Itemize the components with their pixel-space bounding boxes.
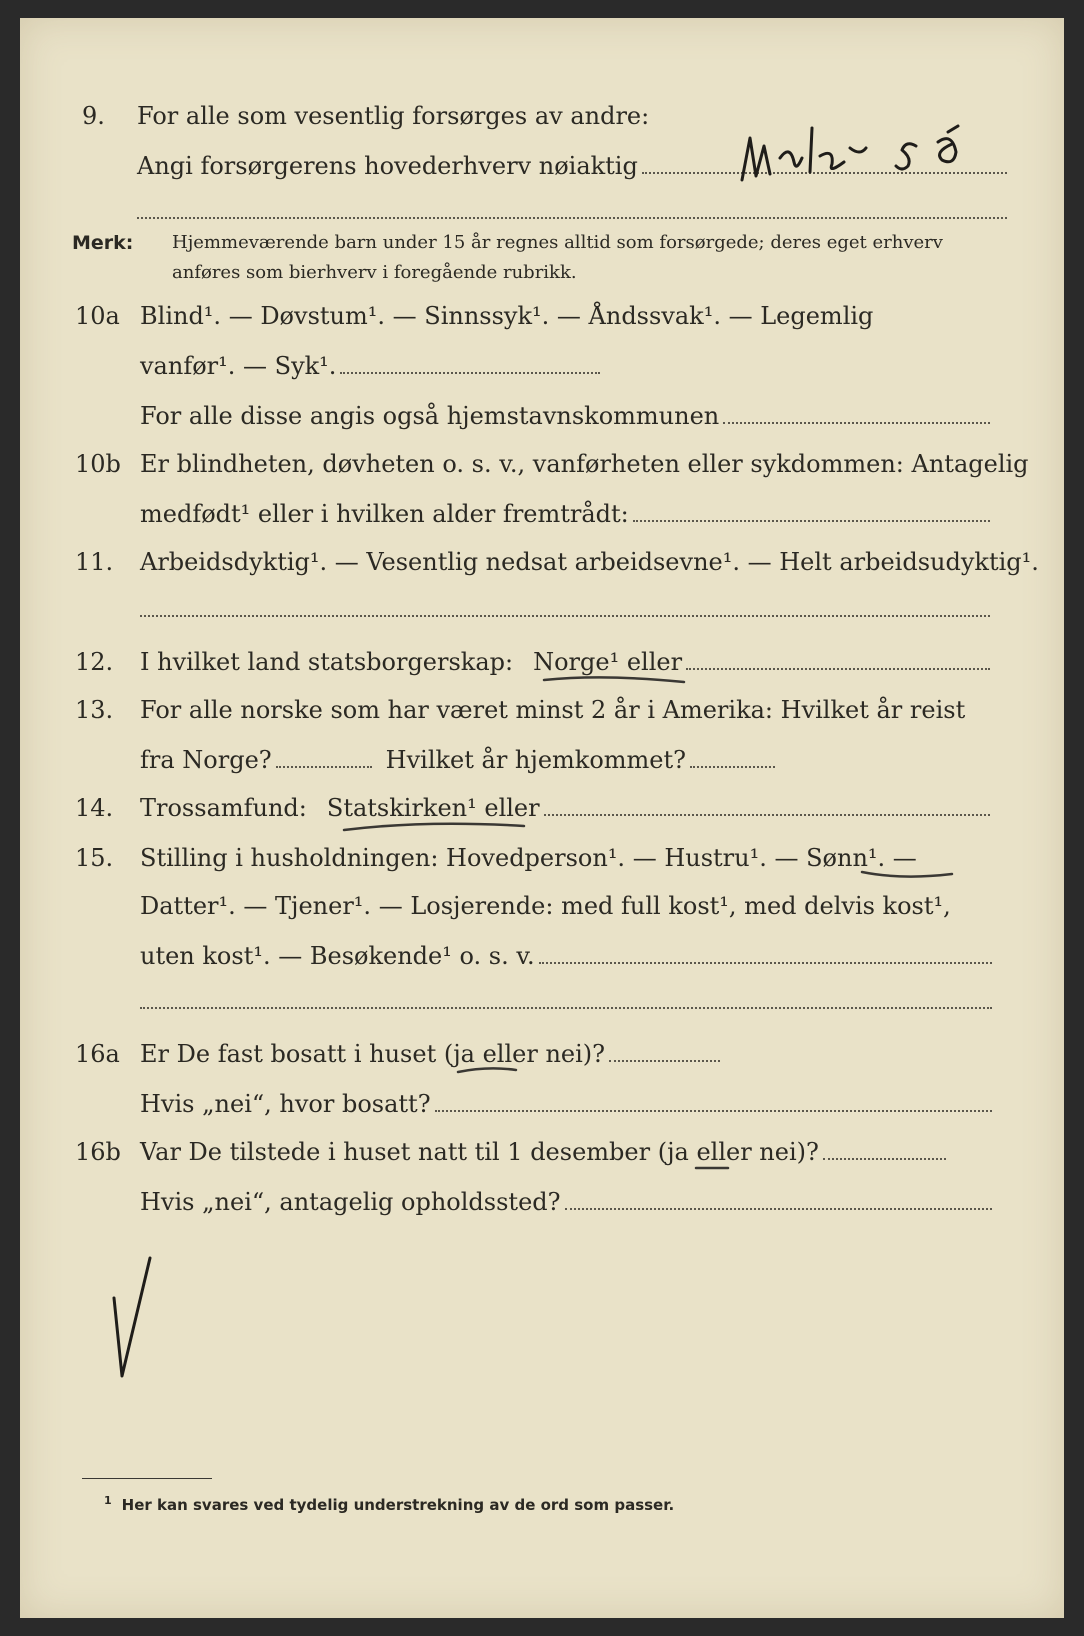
answer-dotted-line [276, 765, 372, 768]
answer-dotted-line [544, 813, 990, 816]
underline-mark [692, 1162, 742, 1176]
answer-dotted-line [686, 667, 990, 670]
footnote-text: Her kan svares ved tydelig understrekning av de ord som passer. [121, 1496, 675, 1514]
merk-text-1: Hjemmeværende barn under 15 år regnes alltid som forsørgede; deres eget erhverv [172, 232, 943, 253]
answer-dotted-line [539, 961, 992, 964]
q15-text-3: uten kost¹. — Besøkende¹ o. s. v. [140, 942, 535, 970]
q16b-number: 16b [75, 1138, 121, 1166]
answer-dotted-line [690, 765, 775, 768]
q13-text-1: For alle norske som har været minst 2 år i Amerika: Hvilket år reist [140, 696, 966, 724]
q9-text-2: Angi forsørgerens hovederhverv nøiaktig [137, 152, 638, 180]
q16b-text-1: Var De tilstede i huset natt til 1 desember (ja eller nei)? [140, 1138, 819, 1166]
handwritten-checkmark [106, 1250, 166, 1390]
q13-text-2b: Hvilket år hjemkommet? [385, 746, 687, 774]
merk-text-2: anføres som bierhverv i foregående rubrikk. [172, 262, 577, 283]
q12-number: 12. [75, 648, 114, 676]
q14-text-1: Trossamfund: [140, 794, 307, 822]
q15-text-2: Datter¹. — Tjener¹. — Losjerende: med full kost¹, med delvis kost¹, [140, 892, 951, 920]
underline-mark [454, 1062, 534, 1082]
underline-mark [338, 818, 538, 838]
answer-dotted-line [435, 1109, 992, 1112]
footnote [104, 1494, 674, 1514]
blank-answer-line [137, 216, 1007, 219]
q15-text-1: Stilling i husholdningen: Hovedperson¹. — Hustru¹. — Sønn¹. — [140, 844, 917, 872]
census-form-page [20, 18, 1064, 1618]
q11-text-1: Arbeidsdyktig¹. — Vesentlig nedsat arbeidsevne¹. — Helt arbeidsudyktig¹. [140, 548, 1039, 576]
q10a-text-1: Blind¹. — Døvstum¹. — Sinnssyk¹. — Åndssvak¹. — Legemlig [140, 302, 874, 330]
q9-number: 9. [82, 102, 105, 130]
underline-mark [540, 672, 700, 692]
q12-text-1: I hvilket land statsborgerskap: [140, 648, 514, 676]
merk-label: Merk: [72, 232, 134, 254]
q14-options: Statskirken¹ eller [326, 794, 540, 822]
q10a-text-3: For alle disse angis også hjemstavnskommunen [140, 402, 720, 430]
handwritten-answer-q9 [720, 118, 1020, 198]
answer-dotted-line [340, 371, 600, 374]
q10b-text-2: medfødt¹ eller i hvilken alder fremtrådt: [140, 500, 629, 528]
q14-number: 14. [75, 794, 114, 822]
q10b-text-1: Er blindheten, døvheten o. s. v., vanførheten eller sykdommen: Antagelig [140, 450, 1029, 478]
q10a-text-2: vanfør¹. — Syk¹. [140, 352, 337, 380]
q13-number: 13. [75, 696, 114, 724]
q16a-text-1: Er De fast bosatt i huset (ja eller nei)? [140, 1040, 606, 1068]
answer-dotted-line [565, 1207, 992, 1210]
answer-dotted-line [823, 1157, 946, 1160]
q16a-number: 16a [75, 1040, 120, 1068]
blank-answer-line [140, 614, 990, 617]
q12-options: Norge¹ eller [533, 648, 683, 676]
q16b-text-2: Hvis „nei“, antagelig opholdssted? [140, 1188, 561, 1216]
q13-text-2a: fra Norge? [140, 746, 272, 774]
q9-text-1: For alle som vesentlig forsørges av andre: [137, 102, 650, 130]
footnote-rule [82, 1478, 212, 1479]
q10a-number: 10a [75, 302, 120, 330]
footnote-mark: 1 [104, 1494, 112, 1507]
q11-number: 11. [75, 548, 114, 576]
q15-number: 15. [75, 844, 114, 872]
q16a-text-2: Hvis „nei“, hvor bosatt? [140, 1090, 431, 1118]
q10b-number: 10b [75, 450, 121, 478]
blank-answer-line [140, 1006, 992, 1009]
answer-dotted-line [633, 519, 990, 522]
answer-dotted-line [723, 421, 990, 424]
answer-dotted-line [609, 1059, 720, 1062]
underline-mark [858, 866, 968, 886]
